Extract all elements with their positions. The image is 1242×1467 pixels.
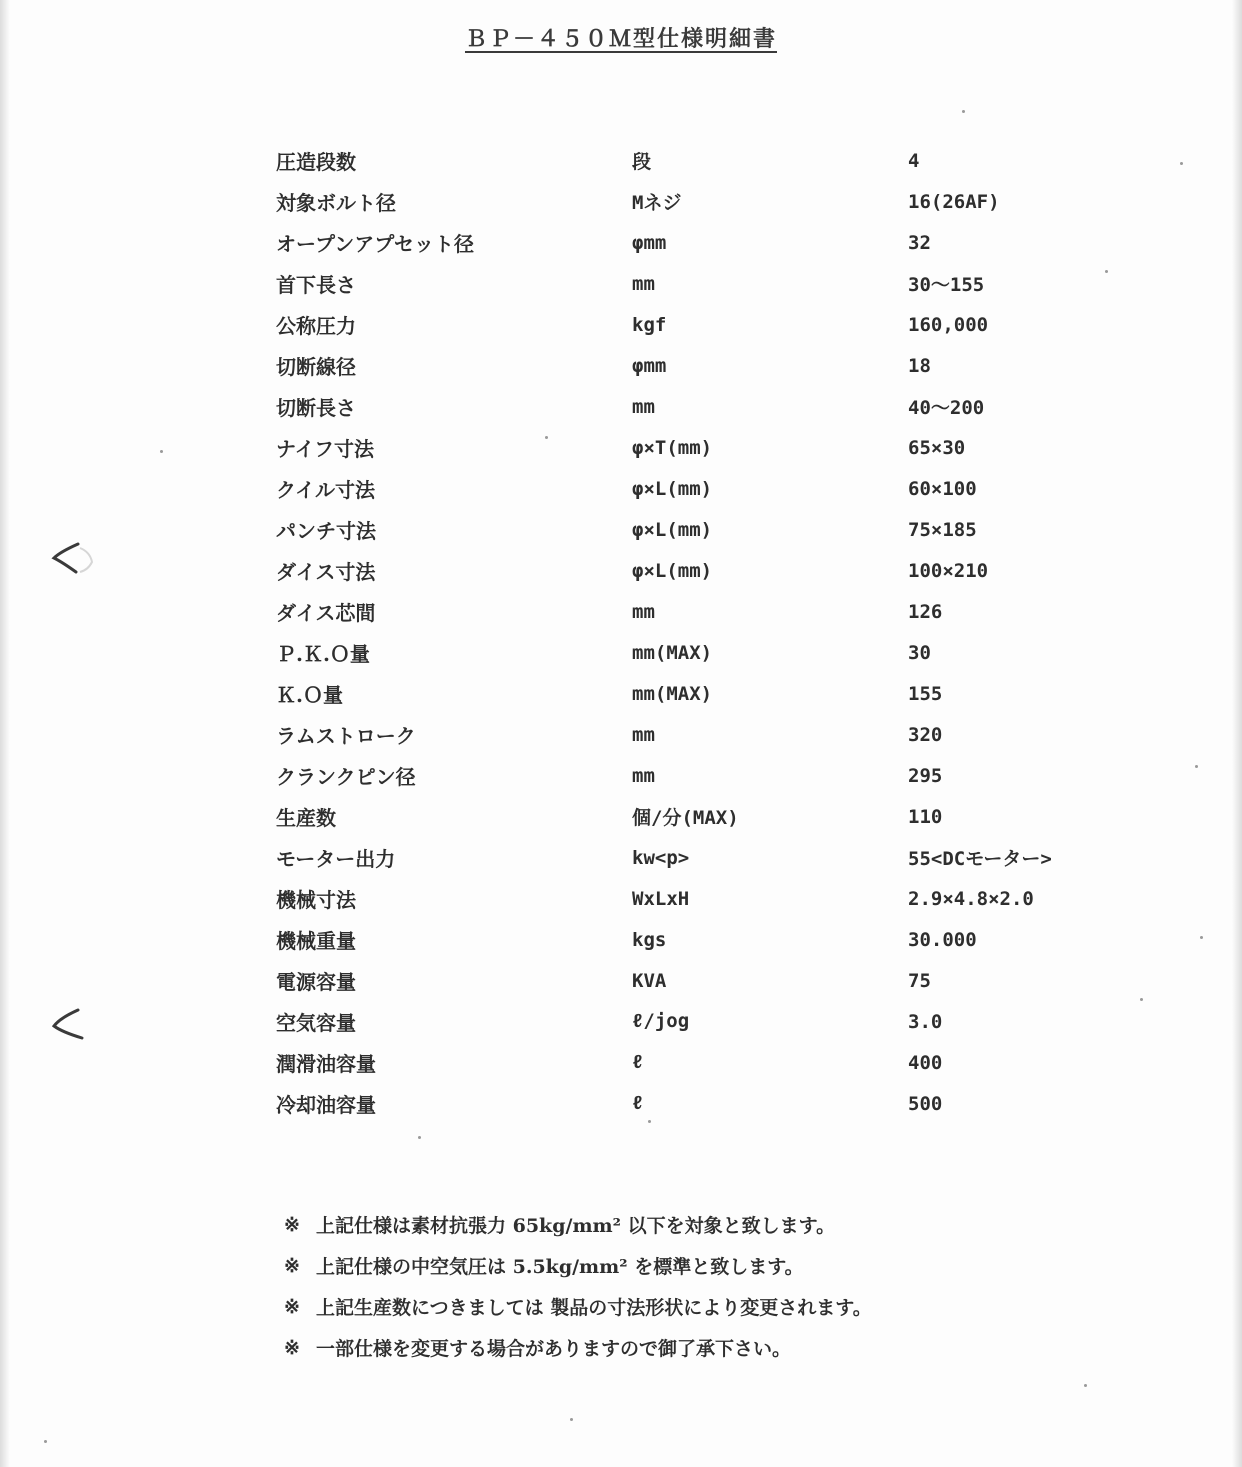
- note-mark: ※: [284, 1295, 300, 1318]
- spec-unit: φ×T(mm): [632, 436, 713, 459]
- spec-unit: mm: [632, 272, 655, 295]
- note-text: 上記仕様の中空気圧は 5.5kg/mm² を標準と致します。: [316, 1256, 804, 1278]
- note-mark: ※: [284, 1336, 300, 1359]
- spec-row: [276, 427, 1096, 468]
- spec-item: モーター出力: [276, 847, 396, 871]
- scan-speck: [648, 1120, 651, 1123]
- spec-item: Ｋ.Ｏ量: [276, 683, 343, 707]
- spec-item: 空気容量: [276, 1011, 356, 1035]
- note-item: [284, 1327, 1044, 1368]
- spec-item: オープンアプセット径: [276, 232, 474, 256]
- spec-table: [276, 140, 1096, 1124]
- spec-value: 400: [908, 1051, 943, 1074]
- spec-value: 155: [908, 682, 943, 705]
- spec-unit: ℓ/jog: [632, 1010, 690, 1032]
- spec-value: 55<DCモーター>: [908, 848, 1052, 870]
- scan-speck: [962, 110, 965, 113]
- spec-item: ラムストローク: [276, 724, 416, 748]
- spec-row: [276, 1001, 1096, 1042]
- spec-row: [276, 386, 1096, 427]
- scan-speck: [1140, 998, 1143, 1001]
- spec-row: [276, 632, 1096, 673]
- spec-value: 30.000: [908, 928, 977, 951]
- note-item: [284, 1204, 1044, 1245]
- note-text: 上記仕様は素材抗張力 65kg/mm² 以下を対象と致します。: [316, 1215, 836, 1237]
- spec-unit: mm: [632, 723, 655, 746]
- spec-unit: WxLxH: [632, 887, 690, 910]
- spec-unit: mm(MAX): [632, 641, 713, 664]
- binder-hole-mark-icon: [50, 538, 96, 578]
- spec-row: [276, 509, 1096, 550]
- spec-row: [276, 263, 1096, 304]
- spec-row: [276, 796, 1096, 837]
- spec-unit: φmm: [632, 354, 667, 377]
- spec-value: 500: [908, 1092, 943, 1115]
- spec-row: [276, 140, 1096, 181]
- spec-unit: φ×L(mm): [632, 559, 713, 582]
- spec-item: 切断線径: [276, 355, 356, 379]
- spec-unit: φ×L(mm): [632, 518, 713, 541]
- spec-row: [276, 1083, 1096, 1124]
- spec-unit: kgs: [632, 928, 667, 951]
- scan-speck: [570, 1418, 573, 1421]
- spec-row: [276, 919, 1096, 960]
- notes-list: [284, 1204, 1044, 1368]
- note-text: 一部仕様を変更する場合がありますので御了承下さい。: [316, 1338, 792, 1360]
- spec-item: 電源容量: [276, 970, 356, 994]
- spec-value: 16(26AF): [908, 190, 1000, 213]
- scan-speck: [418, 1136, 421, 1139]
- spec-item: クイル寸法: [276, 478, 375, 502]
- spec-value: 18: [908, 354, 931, 377]
- spec-value: 160,000: [908, 313, 989, 336]
- spec-value: 3.0: [908, 1010, 943, 1033]
- spec-item: 機械重量: [276, 929, 356, 953]
- spec-item: クランクピン径: [276, 765, 416, 789]
- spec-unit: ℓ: [632, 1051, 644, 1073]
- spec-item: 機械寸法: [276, 888, 356, 912]
- spec-value: 30: [908, 641, 931, 664]
- spec-row: [276, 673, 1096, 714]
- spec-item: パンチ寸法: [276, 519, 376, 543]
- spec-row: [276, 304, 1096, 345]
- spec-row: [276, 878, 1096, 919]
- spec-unit: mm: [632, 395, 655, 418]
- spec-value: 126: [908, 600, 943, 623]
- scan-speck: [1200, 936, 1203, 939]
- spec-value: 320: [908, 723, 943, 746]
- spec-value: 75: [908, 969, 931, 992]
- spec-value: 40〜200: [908, 397, 985, 419]
- spec-item: 首下長さ: [276, 273, 356, 297]
- scan-speck: [1105, 270, 1108, 273]
- spec-row: [276, 960, 1096, 1001]
- note-item: [284, 1245, 1044, 1286]
- spec-value: 75×185: [908, 518, 977, 541]
- spec-unit: mm(MAX): [632, 682, 713, 705]
- document-title-text: ＢＰ－４５０Ｍ型仕様明細書: [464, 26, 777, 52]
- spec-row: [276, 755, 1096, 796]
- spec-unit: 段: [632, 151, 652, 173]
- scan-edge-right: [1232, 0, 1242, 1467]
- note-mark: ※: [284, 1254, 300, 1277]
- spec-row: [276, 345, 1096, 386]
- spec-value: 295: [908, 764, 943, 787]
- spec-value: 110: [908, 805, 943, 828]
- spec-value: 4: [908, 149, 920, 172]
- spec-value: 65×30: [908, 436, 966, 459]
- spec-item: 対象ボルト径: [276, 191, 396, 215]
- spec-unit: ℓ: [632, 1092, 644, 1114]
- binder-hole-mark-icon: [50, 1004, 96, 1044]
- spec-unit: mm: [632, 600, 655, 623]
- spec-item: Ｐ.Ｋ.Ｏ量: [276, 642, 370, 666]
- spec-unit: φmm: [632, 231, 667, 254]
- spec-value: 30〜155: [908, 274, 985, 296]
- note-text: 上記生産数につきましては 製品の寸法形状により変更されます。: [316, 1297, 872, 1319]
- spec-unit: Mネジ: [632, 192, 682, 214]
- spec-item: 公称圧力: [276, 314, 356, 338]
- scan-speck: [160, 450, 163, 453]
- spec-row: [276, 591, 1096, 632]
- spec-value: 60×100: [908, 477, 977, 500]
- spec-unit: kgf: [632, 313, 667, 336]
- spec-item: ナイフ寸法: [276, 437, 374, 461]
- spec-value: 32: [908, 231, 931, 254]
- spec-value: 100×210: [908, 559, 989, 582]
- spec-item: ダイス寸法: [276, 560, 376, 584]
- spec-unit: φ×L(mm): [632, 477, 713, 500]
- spec-unit: 個/分(MAX): [632, 807, 739, 829]
- spec-item: 切断長さ: [276, 396, 356, 420]
- spec-item: 生産数: [276, 806, 336, 830]
- spec-value: 2.9×4.8×2.0: [908, 887, 1034, 910]
- spec-row: [276, 222, 1096, 263]
- spec-item: 圧造段数: [276, 150, 356, 174]
- scan-edge-left: [0, 0, 10, 1467]
- scan-speck: [1195, 765, 1198, 768]
- spec-item: 潤滑油容量: [276, 1052, 376, 1076]
- note-item: [284, 1286, 1044, 1327]
- spec-row: [276, 837, 1096, 878]
- spec-unit: mm: [632, 764, 655, 787]
- spec-row: [276, 468, 1096, 509]
- spec-item: ダイス芯間: [276, 601, 376, 625]
- spec-row: [276, 181, 1096, 222]
- spec-row: [276, 1042, 1096, 1083]
- spec-unit: KVA: [632, 969, 667, 992]
- spec-row: [276, 714, 1096, 755]
- spec-item: 冷却油容量: [276, 1093, 376, 1117]
- spec-row: [276, 550, 1096, 591]
- scan-speck: [44, 1440, 47, 1443]
- note-mark: ※: [284, 1213, 300, 1236]
- scan-speck: [1180, 162, 1183, 165]
- scan-speck: [545, 436, 548, 439]
- spec-unit: kw<p>: [632, 846, 690, 869]
- document-title: [0, 22, 1242, 53]
- scan-speck: [1084, 1384, 1087, 1387]
